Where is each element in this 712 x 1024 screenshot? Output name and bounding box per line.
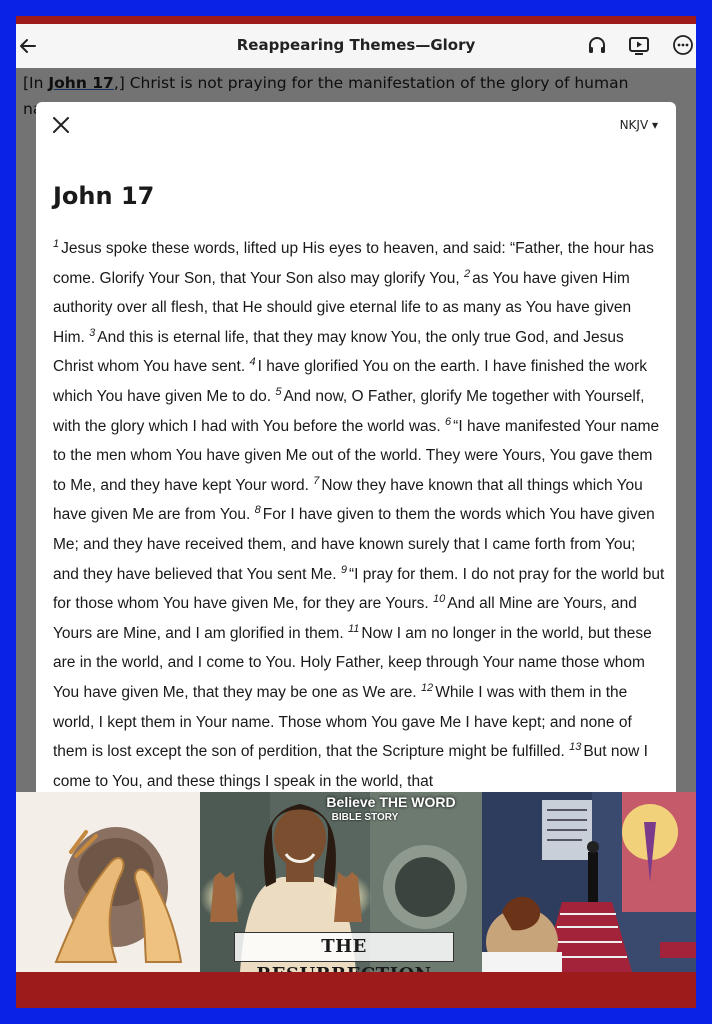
version-selector[interactable]: NKJV ▾ <box>619 118 658 132</box>
scripture-scene-image <box>482 792 696 972</box>
resurrection-image <box>200 792 482 972</box>
verse-text: Now they have known that all things which You have given Me are from You. <box>53 476 643 524</box>
headphones-icon[interactable] <box>586 34 608 56</box>
verse-number: 9 <box>340 563 347 576</box>
verse-number: 8 <box>254 504 261 517</box>
verse-number: 12 <box>420 681 434 694</box>
verse-text: And now, O Father, glorify Me together with Yourself, with the glory which I had with You before the world was. <box>53 387 645 435</box>
play-video-icon[interactable] <box>628 34 650 56</box>
verse-text: And this is eternal life, that they may know You, the only true God, and Jesus Christ whom You have sent. <box>53 328 624 376</box>
verse-text: But now I come to You, and these things I speak in the world, that <box>53 743 648 790</box>
close-icon[interactable] <box>50 114 72 136</box>
verse-text: “I pray for them. I do not pray for the world but for those whom You have given Me, for they are Yours. <box>53 565 665 613</box>
resurrection-caption: THE <box>234 932 454 962</box>
verse-number: 4 <box>249 356 256 369</box>
verse-number: 2 <box>464 267 471 280</box>
verse-text: “I have manifested Your name to the men whom You have given Me out of the world. They were Yours, You gave them to Me, and they have kept Your word. <box>53 417 660 494</box>
image-strip <box>16 792 696 972</box>
verse-number: 7 <box>313 474 320 487</box>
chapter-title: John 17 <box>53 182 155 210</box>
verse-text: While I was with them in the world, I kept them in Your name. Those whom You gave Me I have kept; and none of them is lost except the son of perdition, that the Scripture might be fulfilled. <box>53 683 632 761</box>
verse-text: Jesus spoke these words, lifted up His eyes to heaven, and said: “Father, the hour has come. Glorify Your Son, that Your Son also may glorify You, <box>53 240 654 287</box>
more-options-icon[interactable] <box>672 34 694 56</box>
verse-number: 6 <box>445 415 452 428</box>
bottom-accent-bar <box>16 972 696 1008</box>
app-screen <box>16 16 696 1008</box>
verse-text: I have glorified You on the earth. I have finished the work which You have given Me to do. <box>53 358 648 405</box>
app-header <box>16 24 696 68</box>
chapter-text <box>53 234 665 796</box>
verse-text: Now I am no longer in the world, but these are in the world, and I come to You. Holy Father, keep through Your name those whom You have given Me, that they may be one as We are. <box>53 624 652 701</box>
scripture-popup <box>36 102 676 832</box>
page-title: Reappearing Themes—Glory <box>236 36 476 54</box>
image-caption-sub: BIBLE STORY <box>331 812 399 823</box>
verse-text: And all Mine are Yours, and Yours are Mine, and I am glorified in them. <box>53 595 637 642</box>
verse-number: 1 <box>53 238 60 250</box>
verse-number: 11 <box>347 622 360 635</box>
verse-text: as You have given Him authority over all flesh, that He should give eternal life to as many as You have given Him. <box>53 269 632 346</box>
verse-number: 5 <box>275 385 282 398</box>
image-caption-top: Believe THE WORD <box>326 794 456 810</box>
verse-text: For I have given to them the words which You have given Me; and they have received them, and have known surely that I came forth from You; and they have believed that You sent Me. <box>53 506 655 583</box>
praying-hands-image <box>16 792 200 972</box>
verse-number: 13 <box>569 741 582 754</box>
top-accent-bar <box>16 16 696 24</box>
verse-number: 10 <box>433 593 446 606</box>
verse-number: 3 <box>89 326 96 339</box>
